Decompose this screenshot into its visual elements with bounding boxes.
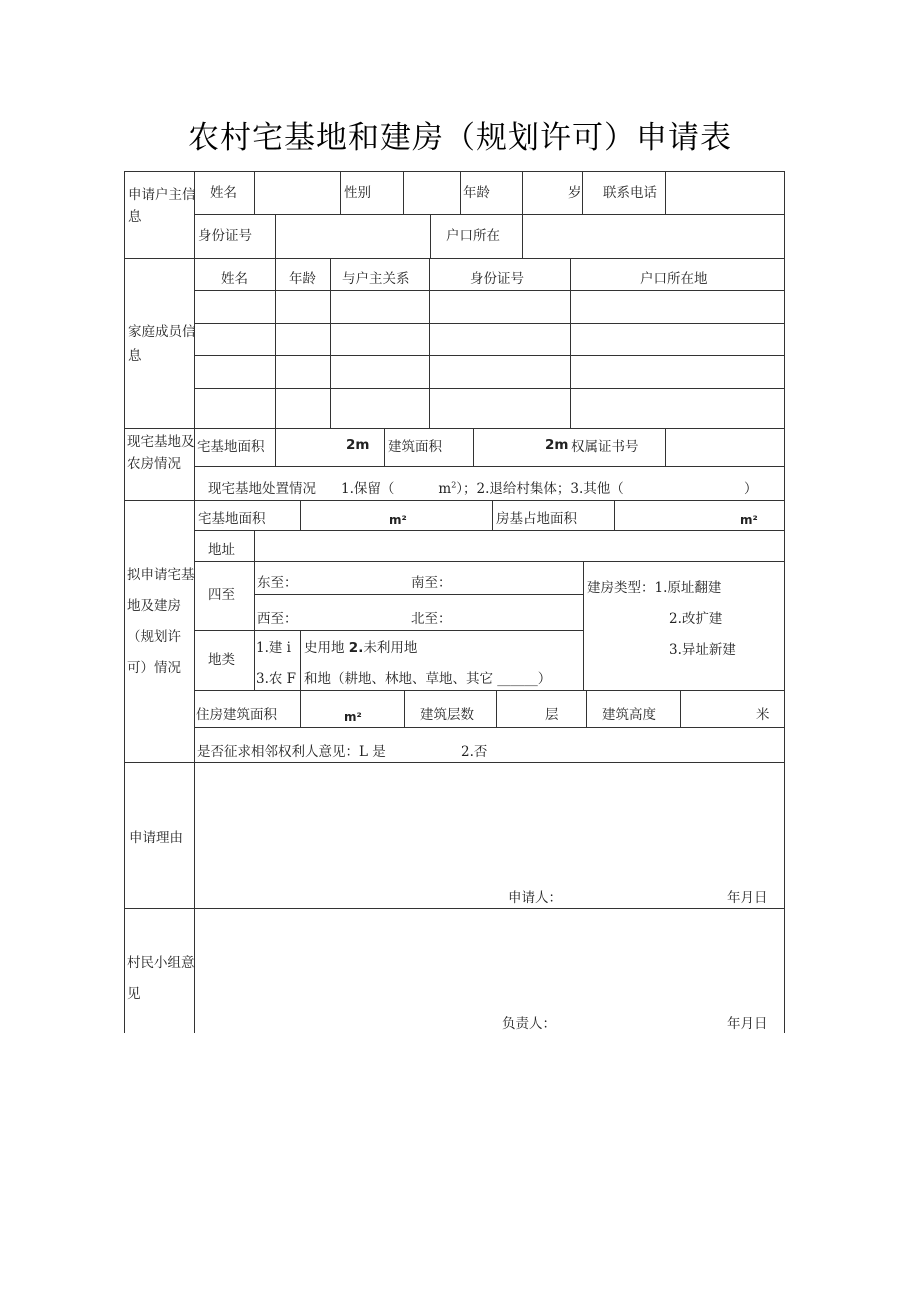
current-disposal-end: ） <box>744 481 758 497</box>
section-family: 家庭成员信息 <box>128 324 196 364</box>
applicant-gender-label: 性别 <box>344 185 371 201</box>
proposed-land-1b: 史用地 2.未利用地 <box>304 640 418 656</box>
family-header-age: 年龄 <box>289 271 316 287</box>
table-border-top <box>124 171 785 172</box>
proposed-height-unit: 米 <box>756 707 770 723</box>
current-homestead-area-label: 宅基地面积 <box>197 439 265 455</box>
applicant-id-label: 身份证号 <box>198 228 252 244</box>
applicant-hukou-label: 户口所在 <box>446 228 500 244</box>
proposed-homestead-area-unit: m² <box>389 513 407 527</box>
current-homestead-area-unit: 2m <box>346 437 370 453</box>
proposed-house-area-label: 住房建筑面积 <box>196 707 277 723</box>
proposed-height-label: 建筑高度 <box>602 707 656 723</box>
form-title: 农村宅基地和建房（规划许可）申请表 <box>188 120 732 156</box>
applicant-phone-label: 联系电话 <box>603 185 657 201</box>
family-header-name: 姓名 <box>221 271 248 287</box>
section-applicant: 申请户主信息 <box>128 187 196 225</box>
table-border-right <box>784 171 785 1033</box>
group-signer-label: 负责人： <box>502 1016 556 1032</box>
proposed-land-3b: 和地（耕地、林地、草地、其它 ______） <box>304 671 552 687</box>
group-date-label: 年月日 <box>727 1016 768 1032</box>
applicant-name-label: 姓名 <box>210 185 237 201</box>
section-current: 现宅基地及农房情况 <box>127 434 195 472</box>
family-header-hukou: 户口所在地 <box>640 271 708 287</box>
proposed-build-type-2: 2.改扩建 <box>669 611 723 627</box>
proposed-address-label: 地址 <box>208 542 235 558</box>
proposed-neighbor-label: 是否征求相邻权利人意见：L 是 <box>197 744 386 760</box>
proposed-footprint-label: 房基占地面积 <box>496 511 577 527</box>
proposed-neighbor-no: 2.否 <box>461 744 488 760</box>
family-header-id: 身份证号 <box>470 271 524 287</box>
current-disposal-options: 1.保留（ $m^2$）；2.退给村集体；3.其他（ <box>341 480 624 497</box>
proposed-floors-label: 建筑层数 <box>420 707 474 723</box>
proposed-land-label: 地类 <box>208 652 235 668</box>
table-border-left <box>124 171 125 1033</box>
proposed-footprint-unit: m² <box>740 513 758 527</box>
proposed-land-3a: 3.农 F <box>256 671 297 687</box>
current-building-area-unit: 2m <box>545 437 569 453</box>
proposed-build-type-1: 建房类型：1.原址翻建 <box>587 580 722 596</box>
proposed-south: 南至： <box>411 575 452 591</box>
proposed-east: 东至： <box>257 575 298 591</box>
proposed-north: 北至： <box>411 611 452 627</box>
proposed-homestead-area-label: 宅基地面积 <box>198 511 266 527</box>
proposed-land-1a: 1.建 i <box>256 640 291 656</box>
reason-date-label: 年月日 <box>727 890 768 906</box>
reason-signer-label: 申请人： <box>508 890 562 906</box>
applicant-age-label: 年龄 <box>463 185 490 201</box>
section-reason: 申请理由 <box>129 830 183 846</box>
proposed-house-area-unit: m² <box>344 710 362 724</box>
section-proposed: 拟申请宅基地及建房（规划许可）情况 <box>127 567 195 676</box>
proposed-floors-unit: 层 <box>545 707 559 723</box>
applicant-age-unit: 岁 <box>568 185 582 201</box>
current-disposal-label: 现宅基地处置情况 <box>208 481 316 497</box>
proposed-build-type-3: 3.异址新建 <box>669 642 736 658</box>
current-cert-label: 权属证书号 <box>571 439 639 455</box>
family-header-relation: 与户主关系 <box>342 271 410 287</box>
proposed-boundary-label: 四至 <box>208 587 235 603</box>
section-group: 村民小组意见 <box>127 955 195 1002</box>
current-building-area-label: 建筑面积 <box>388 439 442 455</box>
proposed-west: 西至： <box>257 611 298 627</box>
